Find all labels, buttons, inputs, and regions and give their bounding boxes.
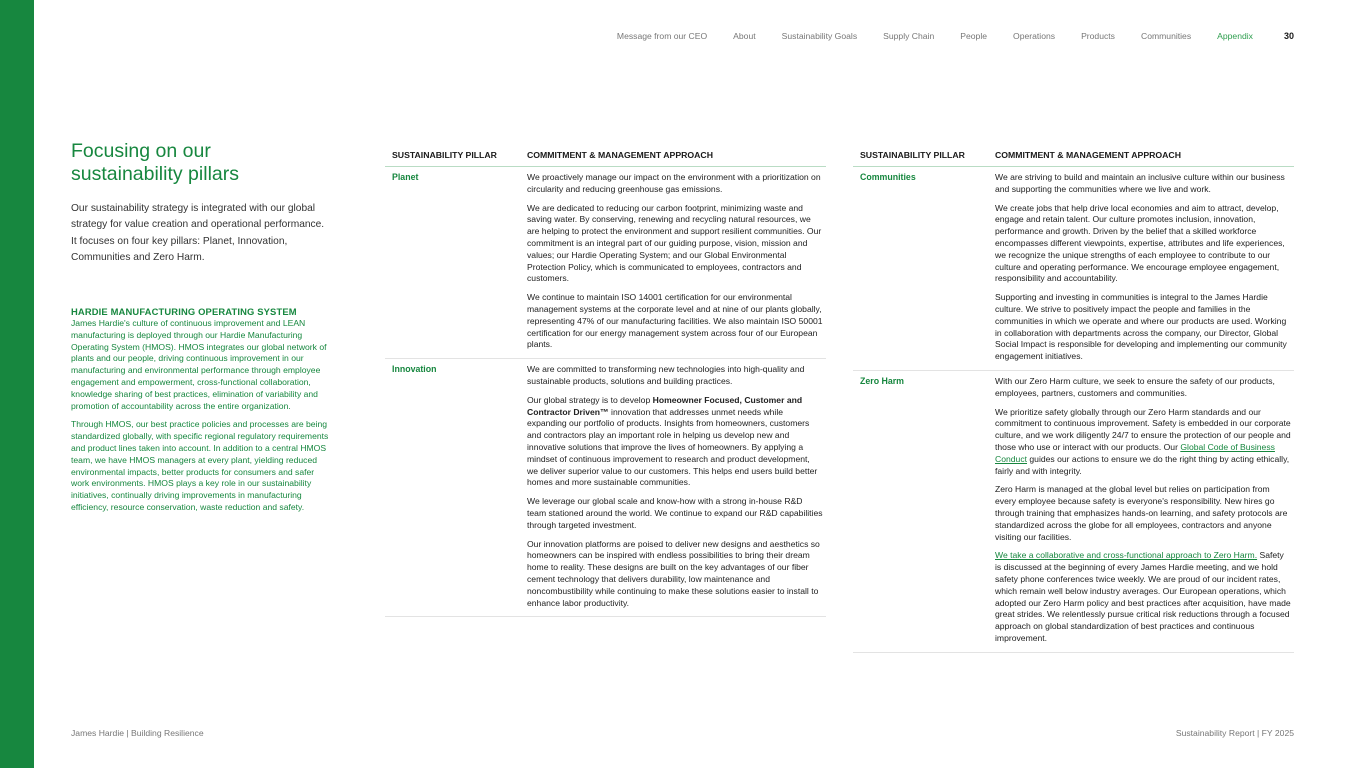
header-pillar: SUSTAINABILITY PILLAR	[860, 150, 965, 161]
code-of-conduct-link[interactable]: Global Code of Business Conduct	[995, 441, 1275, 464]
nav-item-appendix[interactable]: Appendix	[1217, 31, 1253, 41]
zero-harm-paragraph-1: With our Zero Harm culture, we seek to ensure the safety of our products, employees, partners, customers and communities.	[995, 375, 1275, 398]
pillar-name: Communities	[860, 172, 916, 182]
page-title-line-1: Focusing on our	[71, 140, 211, 162]
pillars-table-right	[853, 150, 1294, 653]
header-commitment: COMMITMENT & MANAGEMENT APPROACH	[995, 150, 1181, 161]
table-row-communities	[853, 167, 1294, 371]
nav-item-operations[interactable]: Operations	[1013, 31, 1056, 41]
nav-item-ceo-message[interactable]: Message from our CEO	[616, 31, 708, 41]
pillar-name: Innovation	[392, 364, 437, 375]
communities-paragraph-2: We create jobs that help drive local economies and aim to attract, develop, engage and retain talent. Our culture promotes inclusion, innovation, performance and growth. Driven by the belief that a skilled workforce encompasses different viewpoints, expertise, attributes and life experiences, we recognize the unique strengths of each employee to contribute to our culture and operating performance. We encourage employee engagement, responsibility and accountability.	[995, 202, 1285, 284]
pillar-description	[995, 172, 1294, 363]
pillar-description	[527, 364, 826, 609]
table-header	[853, 150, 1294, 167]
zero-harm-p2-pre: We prioritize safety globally through our Zero Harm standards and our commitment to continuous improvement. Safety is embedded in our corporate culture, and we work diligently 24/7 to ensure the protection of our people and those who use or interact with our products. Our	[995, 406, 1291, 452]
nav-item-people[interactable]: People	[960, 31, 988, 41]
hmos-title: HARDIE MANUFACTURING OPERATING SYSTEM	[71, 306, 297, 317]
page-number: 30	[1283, 31, 1294, 41]
planet-paragraph-1: We proactively manage our impact on the environment with a prioritization on circularity and reducing greenhouse gas emissions.	[527, 172, 821, 194]
pillar-name: Zero Harm	[860, 375, 904, 386]
nav-item-sustainability-goals[interactable]: Sustainability Goals	[781, 31, 858, 41]
table-row-planet	[385, 167, 826, 359]
innovation-p2-bold: Homeowner Focused, Customer and Contractor Driven™	[527, 394, 803, 417]
zero-harm-p2-post: guides our actions to ensure we do the right thing by acting ethically, fairly and with integrity.	[995, 453, 1290, 476]
page-title	[71, 140, 329, 186]
zero-harm-approach-link[interactable]: We take a collaborative and cross-functional approach to Zero Harm.	[995, 550, 1258, 561]
innovation-p2-pre: Our global strategy is to develop	[527, 394, 653, 405]
nav-item-supply-chain[interactable]: Supply Chain	[883, 31, 935, 41]
header-commitment: COMMITMENT & MANAGEMENT APPROACH	[527, 150, 713, 161]
zero-harm-paragraph-3: Zero Harm is managed at the global level but relies on participation from every employee because safety is everyone's responsibility. New hires go through training that emphasizes hands-on learning, and safety protocols are standardized across the globe for all employees, contractors and anyone visiting our facilities.	[995, 484, 1288, 542]
innovation-paragraph-1: We are committed to transforming new technologies into high-quality and sustainable products, solutions and building practices.	[527, 364, 805, 386]
hmos-paragraph-2: Through HMOS, our best practice policies and processes are being standardized globally, with specific regional regulatory requirements and product lines taken into account. In addition to a central HMOS team, we have HMOS managers at every plant, yielding reduced environmental impacts, better products for consumers and safer work environments. HMOS plays a key role in our sustainability initiatives, continually driving improvements in manufacturing efficiency, resource conservation, waste reduction and safety.	[71, 419, 329, 512]
hmos-paragraph-1: James Hardie's culture of continuous improvement and LEAN manufacturing is deployed through our Hardie Manufacturing Operating System (HMOS). HMOS integrates our global network of plants and our people, driving continuous improvement in our manufacturing and environmental performance through employee engagement and empowerment, cross-functional collaboration, knowledge sharing of best practices, elimination of variability and promotion of accountability across the entire organization.	[71, 318, 327, 411]
table-row-innovation	[385, 359, 826, 617]
innovation-paragraph-4: Our innovation platforms are poised to deliver new designs and aesthetics so homeowners can be inspired with endless possibilities to bring their dream home to reality. These designs are built on the key advantages of our fiber cement technology that delivers durability, low maintenance and noncombustibility while continuing to make these solutions easier to install to enhance labor productivity.	[527, 538, 820, 608]
footer-report: Sustainability Report | FY 2025	[1175, 728, 1294, 738]
intro-column	[71, 140, 329, 267]
pillar-description	[995, 376, 1294, 645]
zero-harm-paragraph-2	[995, 407, 1291, 478]
communities-paragraph-1: We are striving to build and maintain an inclusive culture within our business and supporting the communities where we live and work.	[995, 172, 1285, 194]
table-header	[385, 150, 826, 167]
pillar-description	[527, 172, 826, 351]
brand-side-bar	[0, 0, 34, 768]
nav-item-about[interactable]: About	[733, 31, 756, 41]
pillar-name: Planet	[392, 172, 419, 182]
page-title-line-2: sustainability pillars	[71, 163, 239, 185]
header-pillar: SUSTAINABILITY PILLAR	[392, 150, 497, 161]
innovation-p2-post: innovation that addresses unmet needs while expanding our portfolio of products. Insights from homeowners, customers and contractors play an important role in helping us develop new and innovative solutions that improve the lives of homeowners. By applying a mindset of continuous improvement to research and product development, we deliver superior value to our customers. This helps end users build better homes and more sustainable communities.	[527, 406, 818, 488]
communities-paragraph-3: Supporting and investing in communities is integral to the James Hardie culture. We strive to positively impact the people and families in the communities in which we operate and where our products are used. Working in collaboration with departments across the company, our Director, Global Social Impact is responsible for developing and implementing our community engagement initiatives.	[995, 292, 1287, 362]
innovation-paragraph-2	[527, 395, 823, 489]
zero-harm-paragraph-4	[995, 550, 1291, 644]
planet-paragraph-3: We continue to maintain ISO 14001 certification for our environmental management systems at the corporate level and at nine of our plants globally, representing 47% of our manufacturing facilities. We also maintain ISO 50001 certification for our energy management system across four of our European plants.	[527, 292, 823, 350]
nav-item-communities[interactable]: Communities	[1140, 31, 1192, 41]
footer-company: James Hardie | Building Resilience	[71, 728, 204, 738]
planet-paragraph-2: We are dedicated to reducing our carbon footprint, minimizing waste and saving water. By conserving, renewing and recycling natural resources, we are helping to protect the environment and support resilient communities. Our commitment is an integral part of our guiding purpose, vision, mission and values; our Hardie Operating System; and our Global Environmental Protection Policy, which is communicated to employees, contractors and customers.	[527, 202, 822, 284]
pillars-table-left	[385, 150, 826, 617]
top-navigation	[591, 31, 1294, 41]
innovation-paragraph-3: We leverage our global scale and know-how with a strong in-house R&D team stationed around the world. We continue to expand our R&D capabilities through targeted investment.	[527, 496, 823, 530]
table-row-zero-harm	[853, 371, 1294, 653]
hmos-sidebar	[71, 306, 329, 514]
intro-paragraph: Our sustainability strategy is integrated with our global strategy for value creation and operational performance. It focuses on four key pillars: Planet, Innovation, Communities and Zero Harm.	[71, 203, 325, 264]
nav-item-products[interactable]: Products	[1081, 31, 1115, 41]
zero-harm-p4-post: Safety is discussed at the beginning of every James Hardie meeting, and we hold safety phone conferences twice weekly. We are proud of our incident rates, which remain well below industry averages. Our European operations, which adopted our Zero Harm policy and best practices after acquisition, have made great strides. We relentlessly pursue critical risk reductions through a focused approach on global standardization of best practices and continuous improvement.	[995, 550, 1291, 643]
